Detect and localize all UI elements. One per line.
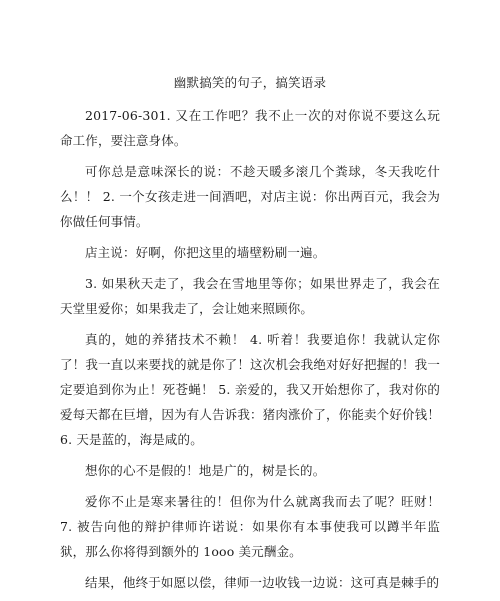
- paragraph: 3. 如果秋天走了，我会在雪地里等你；如果世界走了，我会在天堂里爱你；如果我走了，会让她来照顾你。: [60, 276, 440, 316]
- document-body: [60, 103, 440, 601]
- paragraph: 店主说：好啊，你把这里的墙壁粉刷一遍。: [85, 245, 326, 260]
- paragraph: 爱你不止是寒来暑往的！但你为什么就离我而去了呢？旺财！ 7. 被告向他的辩护律师许诺说：如果你有本事使我可以蹲半年监狱，那么你将得到额外的 1ooo 美元酬金。: [60, 494, 440, 559]
- paragraph: 结果，他终于如愿以偿，律师一边收钱一边说：这可真是棘手的: [85, 575, 440, 590]
- document-title: 幽默搞笑的句子，搞笑语录: [173, 75, 327, 90]
- paragraph: 想你的心不是假的！地是广的，树是长的。: [85, 463, 326, 478]
- paragraph: 真的，她的养猪技术不赖！ 4. 听着！我要追你！我就认定你了！我一直以来要找的就是你了！这次机会我绝对好好把握的！我一定要追到你为止！死苍蝇！ 5. 亲爱的，我又开始想你了，我对你的爱每天都在巨增，因为有人告诉我：猪肉涨价了，你能卖个好价钱！ 6. 天是蓝的，海是咸的。: [60, 332, 440, 447]
- paragraph: 2017-06-301. 又在工作吧？我不止一次的对你说不要这么玩命工作，要注意身体。: [60, 108, 440, 148]
- paragraph: 可你总是意味深长的说：不趁天暖多滚几个粪球，冬天我吃什么！！ 2. 一个女孩走进一间酒吧，对店主说：你出两百元，我会为你做任何事情。: [60, 164, 440, 229]
